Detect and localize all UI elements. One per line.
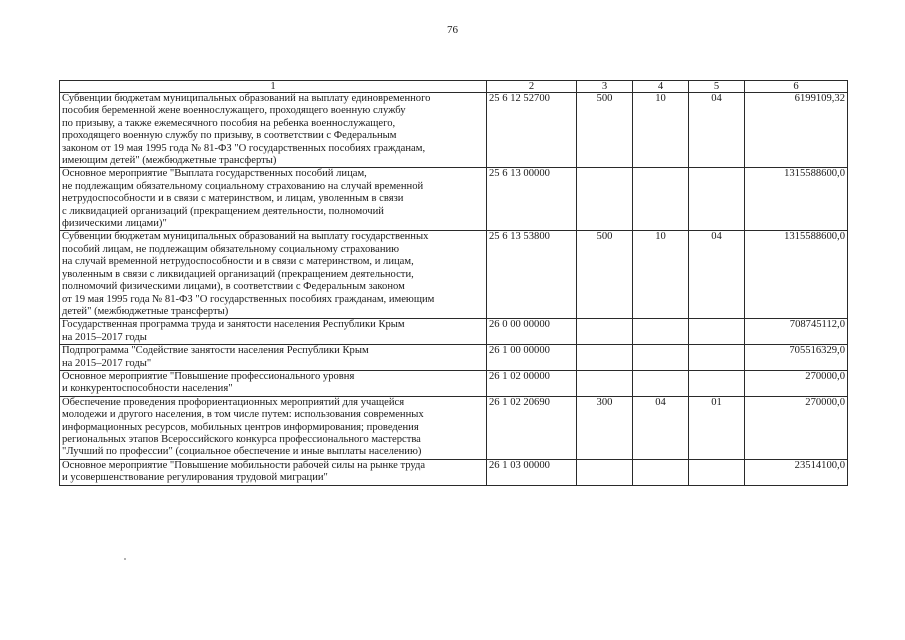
section-cell: 10: [633, 93, 689, 168]
column-header: 2: [487, 81, 577, 93]
csr-code-cell: 26 0 00 00000: [487, 319, 577, 345]
row-name-line: Государственная программа труда и занятости населения Республики Крым: [62, 319, 405, 331]
section-cell: 04: [633, 396, 689, 459]
row-name-line: имеющим детей" (межбюджетные трансферты): [62, 155, 277, 167]
expense-type-cell: [577, 168, 633, 231]
row-name-line: молодежи и другого населения, в том числе путем: использования современных: [62, 409, 424, 421]
table-row: [60, 459, 848, 485]
section-cell: [633, 459, 689, 485]
expense-type-cell: 300: [577, 396, 633, 459]
amount-cell: 708745112,0: [745, 319, 848, 345]
row-name-line: на 2015–2017 годы: [62, 331, 147, 343]
subsection-cell: [689, 370, 745, 396]
column-header: 4: [633, 81, 689, 93]
table-row: [60, 231, 848, 319]
row-name-line: Обеспечение проведения профориентационных мероприятий для учащейся: [62, 396, 405, 408]
row-name-line: пособий лицам, не подлежащим обязательному социальному страхованию: [62, 243, 400, 255]
row-name-line: Основное мероприятие "Повышение профессионального уровня: [62, 370, 355, 382]
row-name-line: и усовершенствование регулирования трудовой миграции": [62, 472, 328, 484]
subsection-cell: 04: [689, 231, 745, 319]
row-name-line: проходящего военную службу по призыву, в соответствии с Федеральным: [62, 130, 397, 142]
table-row: [60, 396, 848, 459]
subsection-cell: 04: [689, 93, 745, 168]
section-cell: [633, 168, 689, 231]
column-header: 3: [577, 81, 633, 93]
table-row: [60, 319, 848, 345]
row-name-line: с ликвидацией организаций (прекращением деятельности, полномочий: [62, 205, 384, 217]
csr-code-cell: 25 6 13 53800: [487, 231, 577, 319]
subsection-cell: [689, 459, 745, 485]
amount-cell: 6199109,32: [745, 93, 848, 168]
amount-cell: 1315588600,0: [745, 168, 848, 231]
row-name-cell: [60, 345, 487, 371]
amount-cell: 23514100,0: [745, 459, 848, 485]
row-name-line: нетрудоспособности и в связи с материнством, и лицам, уволенным в связи: [62, 193, 404, 205]
csr-code-cell: 26 1 00 00000: [487, 345, 577, 371]
row-name-cell: [60, 93, 487, 168]
expense-type-cell: [577, 345, 633, 371]
column-header: 6: [745, 81, 848, 93]
subsection-cell: [689, 168, 745, 231]
row-name-line: уволенным в связи с ликвидацией организаций (прекращением деятельности,: [62, 268, 414, 280]
row-name-line: и конкурентоспособности населения": [62, 383, 233, 395]
amount-cell: 270000,0: [745, 396, 848, 459]
expense-type-cell: 500: [577, 93, 633, 168]
row-name-cell: [60, 459, 487, 485]
subsection-cell: [689, 345, 745, 371]
row-name-line: по призыву, а также ежемесячного пособия на ребенка военнослужащего,: [62, 117, 396, 129]
table-row: [60, 345, 848, 371]
row-name-line: Основное мероприятие "Повышение мобильности рабочей силы на рынке труда: [62, 459, 426, 471]
row-name-cell: [60, 319, 487, 345]
expense-type-cell: [577, 459, 633, 485]
row-name-line: Основное мероприятие "Выплата государственных пособий лицам,: [62, 168, 367, 180]
expense-type-cell: 500: [577, 231, 633, 319]
row-name-line: физическими лицами)": [62, 218, 167, 230]
section-cell: [633, 345, 689, 371]
row-name-line: информационных ресурсов, мобильных центров информирования; проведения: [62, 421, 419, 433]
subsection-cell: [689, 319, 745, 345]
row-name-cell: [60, 231, 487, 319]
row-name-cell: [60, 396, 487, 459]
budget-table: [59, 80, 848, 486]
row-name-cell: [60, 168, 487, 231]
csr-code-cell: 25 6 12 52700: [487, 93, 577, 168]
row-name-line: полномочий физическими лицами), в соответствии с Федеральным законом: [62, 281, 405, 293]
row-name-line: не подлежащим обязательному социальному страхованию на случай временной: [62, 180, 424, 192]
row-name-line: детей" (межбюджетные трансферты): [62, 305, 229, 317]
column-header: 1: [60, 81, 487, 93]
table-row: [60, 370, 848, 396]
page-number: 76: [447, 24, 458, 36]
row-name-line: законом от 19 мая 1995 года № 81-ФЗ "О государственных пособиях гражданам,: [62, 142, 426, 154]
row-name-line: на случай временной нетрудоспособности и в связи с материнством, и лицам,: [62, 256, 414, 268]
table-header-row: [60, 81, 848, 93]
row-name-line: "Лучший по профессии" (социальное обеспечение и иные выплаты населению): [62, 446, 422, 458]
amount-cell: 270000,0: [745, 370, 848, 396]
expense-type-cell: [577, 319, 633, 345]
scan-speck: [124, 558, 126, 560]
expense-type-cell: [577, 370, 633, 396]
row-name-line: от 19 мая 1995 года № 81-ФЗ "О государственных пособиях гражданам, имеющим: [62, 293, 435, 305]
row-name-line: Субвенции бюджетам муниципальных образований на выплату единовременного: [62, 93, 431, 104]
row-name-line: пособия беременной жене военнослужащего, проходящего военную службу: [62, 105, 406, 117]
row-name-line: Субвенции бюджетам муниципальных образований на выплату государственных: [62, 231, 429, 243]
column-header: 5: [689, 81, 745, 93]
csr-code-cell: 25 6 13 00000: [487, 168, 577, 231]
section-cell: [633, 319, 689, 345]
row-name-line: Подпрограмма "Содействие занятости населения Республики Крым: [62, 345, 369, 357]
subsection-cell: 01: [689, 396, 745, 459]
row-name-cell: [60, 370, 487, 396]
table-row: [60, 168, 848, 231]
csr-code-cell: 26 1 02 20690: [487, 396, 577, 459]
csr-code-cell: 26 1 02 00000: [487, 370, 577, 396]
csr-code-cell: 26 1 03 00000: [487, 459, 577, 485]
amount-cell: 705516329,0: [745, 345, 848, 371]
section-cell: 10: [633, 231, 689, 319]
row-name-line: региональных этапов Всероссийского конкурса профессионального мастерства: [62, 433, 421, 445]
row-name-line: на 2015–2017 годы": [62, 357, 152, 369]
table-row: [60, 93, 848, 168]
section-cell: [633, 370, 689, 396]
amount-cell: 1315588600,0: [745, 231, 848, 319]
